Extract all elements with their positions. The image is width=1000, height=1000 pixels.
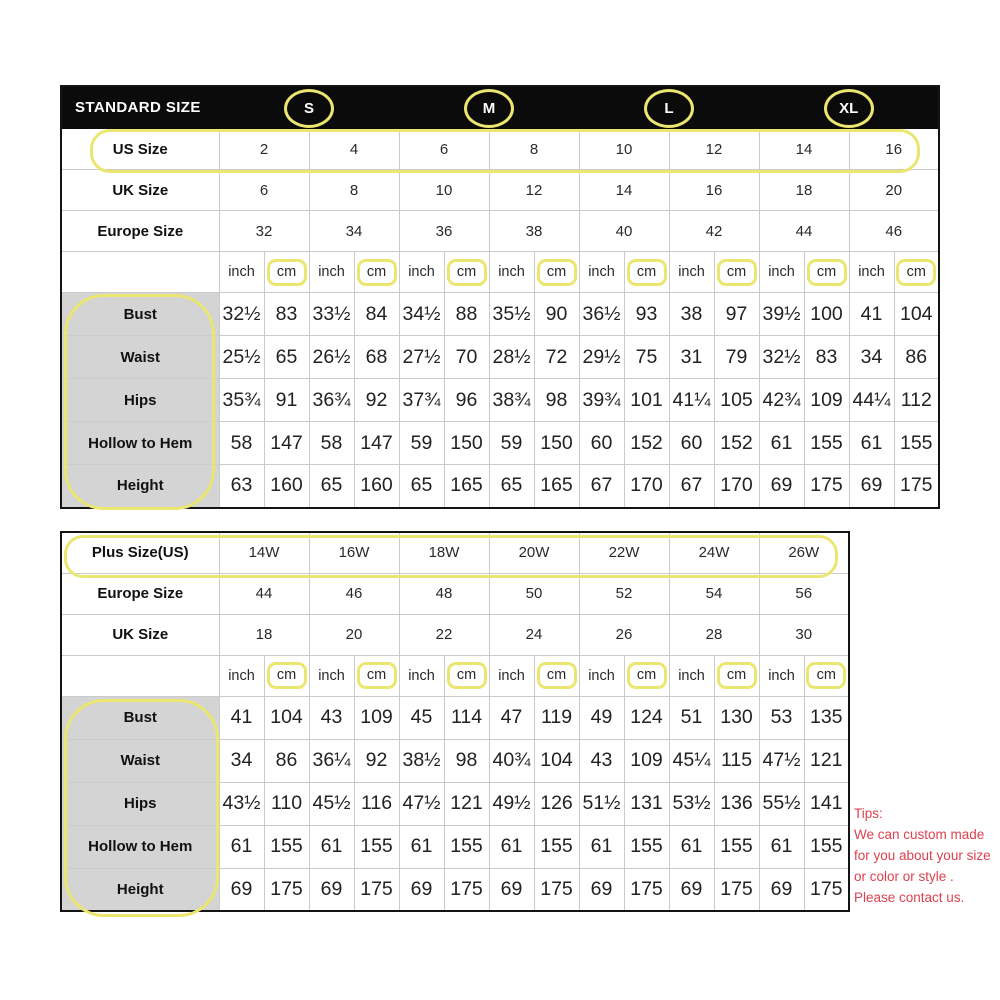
measure-value-cell: 34	[849, 336, 894, 379]
measure-value-cell: 170	[624, 465, 669, 508]
measure-value-cell: 175	[264, 868, 309, 911]
measure-value-cell: 86	[894, 336, 939, 379]
measure-value-cell: 131	[624, 782, 669, 825]
size-table-row	[61, 129, 939, 170]
measure-value-cell: 60	[579, 422, 624, 465]
cm-unit-cell	[894, 252, 939, 293]
measure-value-cell: 155	[894, 422, 939, 465]
inch-unit-cell: inch	[849, 252, 894, 293]
measure-value-cell: 175	[804, 868, 849, 911]
measure-value-cell: 155	[444, 825, 489, 868]
cm-highlight-box: cm	[357, 662, 397, 689]
measure-value-cell: 35½	[489, 293, 534, 336]
measure-value-cell: 119	[534, 696, 579, 739]
measure-value-cell: 101	[624, 379, 669, 422]
size-table-row	[61, 614, 849, 655]
measure-value-cell: 51	[669, 696, 714, 739]
measure-value-cell: 88	[444, 293, 489, 336]
measure-value-cell: 59	[489, 422, 534, 465]
inch-unit-cell: inch	[579, 252, 624, 293]
measure-value-cell: 36½	[579, 293, 624, 336]
standard-table-header	[61, 86, 939, 129]
measure-value-cell: 155	[264, 825, 309, 868]
measure-value-cell: 45½	[309, 782, 354, 825]
size-badge-xl-circled: XL	[824, 89, 874, 128]
size-value-cell: 18	[219, 614, 309, 655]
measure-value-cell: 43½	[219, 782, 264, 825]
plus-size-table	[60, 531, 850, 912]
cm-unit-cell	[624, 252, 669, 293]
cm-highlight-box: cm	[627, 259, 667, 286]
cm-unit-cell	[444, 252, 489, 293]
size-value-cell: 16	[669, 170, 759, 211]
measure-value-cell: 141	[804, 782, 849, 825]
size-value-cell: 8	[309, 170, 399, 211]
size-value-cell: 18	[759, 170, 849, 211]
row-label: Bust	[61, 293, 219, 336]
tips-line: or color or style .	[854, 869, 954, 884]
measure-table-row	[61, 336, 939, 379]
measure-value-cell: 34	[219, 739, 264, 782]
measure-value-cell: 69	[849, 465, 894, 508]
measure-table-row	[61, 868, 849, 911]
measure-table-row	[61, 422, 939, 465]
measure-value-cell: 170	[714, 465, 759, 508]
measure-value-cell: 26½	[309, 336, 354, 379]
standard-table-title: STANDARD SIZE	[61, 86, 219, 129]
measure-value-cell: 70	[444, 336, 489, 379]
measure-value-cell: 35¾	[219, 379, 264, 422]
measure-value-cell: 67	[669, 465, 714, 508]
size-table-row	[61, 573, 849, 614]
size-value-cell: 44	[219, 573, 309, 614]
size-value-cell: 36	[399, 211, 489, 252]
cm-unit-cell	[534, 252, 579, 293]
measure-value-cell: 152	[624, 422, 669, 465]
cm-unit-cell	[624, 655, 669, 696]
size-value-cell: 14W	[219, 532, 309, 573]
size-value-cell: 12	[669, 129, 759, 170]
size-value-cell: 14	[759, 129, 849, 170]
measure-value-cell: 27½	[399, 336, 444, 379]
measure-value-cell: 92	[354, 379, 399, 422]
row-label: Bust	[61, 696, 219, 739]
cm-highlight-box: cm	[717, 259, 757, 286]
cm-highlight-box: cm	[267, 662, 307, 689]
measure-value-cell: 43	[309, 696, 354, 739]
size-value-cell: 8	[489, 129, 579, 170]
cm-unit-cell	[714, 655, 759, 696]
measure-value-cell: 115	[714, 739, 759, 782]
measure-value-cell: 38	[669, 293, 714, 336]
size-value-cell: 24W	[669, 532, 759, 573]
measure-value-cell: 47	[489, 696, 534, 739]
row-label: Hollow to Hem	[61, 825, 219, 868]
measure-value-cell: 155	[804, 422, 849, 465]
cm-unit-cell	[714, 252, 759, 293]
measure-value-cell: 61	[759, 825, 804, 868]
measure-value-cell: 104	[894, 293, 939, 336]
inch-unit-cell: inch	[489, 252, 534, 293]
measure-value-cell: 65	[309, 465, 354, 508]
cm-unit-cell	[354, 252, 399, 293]
measure-value-cell: 41	[219, 696, 264, 739]
size-value-cell: 34	[309, 211, 399, 252]
measure-value-cell: 65	[264, 336, 309, 379]
row-label	[61, 655, 219, 696]
measure-value-cell: 69	[669, 868, 714, 911]
measure-table-row	[61, 739, 849, 782]
measure-value-cell: 130	[714, 696, 759, 739]
row-label: Hollow to Hem	[61, 422, 219, 465]
size-value-cell: 4	[309, 129, 399, 170]
measure-value-cell: 83	[804, 336, 849, 379]
measure-table-row	[61, 465, 939, 508]
measure-value-cell: 121	[444, 782, 489, 825]
cm-highlight-box: cm	[357, 259, 397, 286]
inch-unit-cell: inch	[759, 252, 804, 293]
measure-value-cell: 55½	[759, 782, 804, 825]
cm-highlight-box: cm	[627, 662, 667, 689]
inch-unit-cell: inch	[759, 655, 804, 696]
row-label: Hips	[61, 379, 219, 422]
measure-value-cell: 97	[714, 293, 759, 336]
measure-value-cell: 58	[219, 422, 264, 465]
row-label: US Size	[61, 129, 219, 170]
measure-value-cell: 135	[804, 696, 849, 739]
measure-value-cell: 69	[399, 868, 444, 911]
measure-value-cell: 104	[264, 696, 309, 739]
inch-unit-cell: inch	[669, 655, 714, 696]
measure-value-cell: 124	[624, 696, 669, 739]
measure-value-cell: 33½	[309, 293, 354, 336]
size-value-cell: 28	[669, 614, 759, 655]
cm-highlight-box: cm	[806, 662, 846, 689]
measure-value-cell: 147	[264, 422, 309, 465]
measure-value-cell: 61	[849, 422, 894, 465]
custom-made-tips-note	[854, 803, 1000, 908]
measure-value-cell: 53	[759, 696, 804, 739]
size-badge-m-circled: M	[464, 89, 514, 128]
measure-value-cell: 165	[444, 465, 489, 508]
measure-value-cell: 147	[354, 422, 399, 465]
measure-value-cell: 69	[489, 868, 534, 911]
measure-value-cell: 41	[849, 293, 894, 336]
measure-value-cell: 155	[354, 825, 399, 868]
tips-line: We can custom made	[854, 827, 985, 842]
measure-value-cell: 155	[804, 825, 849, 868]
measure-value-cell: 114	[444, 696, 489, 739]
standard-table-body	[61, 129, 939, 508]
cm-unit-cell	[804, 655, 849, 696]
row-label: Height	[61, 868, 219, 911]
measure-value-cell: 36¾	[309, 379, 354, 422]
measure-value-cell: 150	[534, 422, 579, 465]
cm-unit-cell	[354, 655, 399, 696]
measure-value-cell: 175	[354, 868, 399, 911]
measure-value-cell: 109	[354, 696, 399, 739]
measure-value-cell: 96	[444, 379, 489, 422]
measure-value-cell: 112	[894, 379, 939, 422]
cm-highlight-box: cm	[807, 259, 847, 286]
measure-table-row	[61, 293, 939, 336]
measure-value-cell: 160	[354, 465, 399, 508]
cm-unit-cell	[264, 655, 309, 696]
size-value-cell: 12	[489, 170, 579, 211]
measure-value-cell: 84	[354, 293, 399, 336]
measure-value-cell: 31	[669, 336, 714, 379]
measure-value-cell: 136	[714, 782, 759, 825]
measure-value-cell: 69	[309, 868, 354, 911]
size-value-cell: 20W	[489, 532, 579, 573]
cm-unit-cell	[804, 252, 849, 293]
size-value-cell: 20	[309, 614, 399, 655]
row-label: Europe Size	[61, 211, 219, 252]
measure-value-cell: 86	[264, 739, 309, 782]
measure-value-cell: 41¼	[669, 379, 714, 422]
size-value-cell: 32	[219, 211, 309, 252]
size-value-cell: 38	[489, 211, 579, 252]
measure-value-cell: 49	[579, 696, 624, 739]
measure-value-cell: 61	[309, 825, 354, 868]
cm-highlight-box: cm	[717, 662, 757, 689]
measure-value-cell: 72	[534, 336, 579, 379]
measure-value-cell: 100	[804, 293, 849, 336]
inch-unit-cell: inch	[219, 252, 264, 293]
measure-value-cell: 91	[264, 379, 309, 422]
measure-value-cell: 69	[219, 868, 264, 911]
measure-value-cell: 175	[624, 868, 669, 911]
size-table-row	[61, 170, 939, 211]
size-table-row	[61, 532, 849, 573]
measure-value-cell: 60	[669, 422, 714, 465]
measure-value-cell: 109	[624, 739, 669, 782]
measure-value-cell: 43	[579, 739, 624, 782]
measure-value-cell: 51½	[579, 782, 624, 825]
size-column-l	[579, 86, 759, 129]
measure-value-cell: 83	[264, 293, 309, 336]
plus-table-body	[61, 532, 849, 911]
measure-value-cell: 155	[714, 825, 759, 868]
measure-value-cell: 75	[624, 336, 669, 379]
size-value-cell: 20	[849, 170, 939, 211]
measure-table-row	[61, 825, 849, 868]
cm-unit-cell	[264, 252, 309, 293]
size-value-cell: 22	[399, 614, 489, 655]
size-value-cell: 26W	[759, 532, 849, 573]
measure-value-cell: 155	[624, 825, 669, 868]
size-value-cell: 44	[759, 211, 849, 252]
cm-unit-cell	[444, 655, 489, 696]
measure-value-cell: 98	[534, 379, 579, 422]
row-label: UK Size	[61, 170, 219, 211]
measure-value-cell: 175	[804, 465, 849, 508]
size-value-cell: 42	[669, 211, 759, 252]
measure-value-cell: 175	[534, 868, 579, 911]
measure-table-row	[61, 696, 849, 739]
measure-value-cell: 175	[894, 465, 939, 508]
measure-value-cell: 67	[579, 465, 624, 508]
measure-value-cell: 65	[399, 465, 444, 508]
inch-unit-cell: inch	[489, 655, 534, 696]
measure-value-cell: 38½	[399, 739, 444, 782]
measure-value-cell: 39¾	[579, 379, 624, 422]
measure-value-cell: 61	[399, 825, 444, 868]
measure-value-cell: 65	[489, 465, 534, 508]
measure-value-cell: 160	[264, 465, 309, 508]
measure-value-cell: 63	[219, 465, 264, 508]
inch-unit-cell: inch	[309, 252, 354, 293]
measure-value-cell: 121	[804, 739, 849, 782]
size-column-m	[399, 86, 579, 129]
cm-unit-cell	[534, 655, 579, 696]
measure-value-cell: 69	[579, 868, 624, 911]
measure-value-cell: 69	[759, 465, 804, 508]
measure-value-cell: 92	[354, 739, 399, 782]
size-value-cell: 6	[399, 129, 489, 170]
unit-row	[61, 252, 939, 293]
measure-value-cell: 61	[759, 422, 804, 465]
cm-highlight-box: cm	[896, 259, 936, 286]
size-value-cell: 56	[759, 573, 849, 614]
size-value-cell: 52	[579, 573, 669, 614]
measure-value-cell: 47½	[399, 782, 444, 825]
measure-value-cell: 61	[579, 825, 624, 868]
cm-highlight-box: cm	[537, 662, 577, 689]
tips-line: for you about your size	[854, 848, 991, 863]
size-value-cell: 40	[579, 211, 669, 252]
measure-value-cell: 93	[624, 293, 669, 336]
row-label: Waist	[61, 739, 219, 782]
inch-unit-cell: inch	[399, 655, 444, 696]
measure-value-cell: 37¾	[399, 379, 444, 422]
size-value-cell: 14	[579, 170, 669, 211]
cm-highlight-box: cm	[447, 662, 487, 689]
measure-value-cell: 175	[714, 868, 759, 911]
inch-unit-cell: inch	[669, 252, 714, 293]
measure-value-cell: 61	[219, 825, 264, 868]
measure-table-row	[61, 782, 849, 825]
row-label: Height	[61, 465, 219, 508]
measure-value-cell: 45¼	[669, 739, 714, 782]
row-label: UK Size	[61, 614, 219, 655]
cm-highlight-box: cm	[537, 259, 577, 286]
size-value-cell: 54	[669, 573, 759, 614]
measure-value-cell: 150	[444, 422, 489, 465]
inch-unit-cell: inch	[309, 655, 354, 696]
measure-value-cell: 165	[534, 465, 579, 508]
measure-value-cell: 34½	[399, 293, 444, 336]
measure-value-cell: 25½	[219, 336, 264, 379]
measure-value-cell: 68	[354, 336, 399, 379]
measure-value-cell: 126	[534, 782, 579, 825]
measure-value-cell: 28½	[489, 336, 534, 379]
size-value-cell: 2	[219, 129, 309, 170]
size-badge-l-circled: L	[644, 89, 694, 128]
measure-value-cell: 39½	[759, 293, 804, 336]
size-value-cell: 16W	[309, 532, 399, 573]
measure-value-cell: 59	[399, 422, 444, 465]
size-column-xl	[759, 86, 939, 129]
size-value-cell: 24	[489, 614, 579, 655]
size-value-cell: 18W	[399, 532, 489, 573]
size-table-row	[61, 211, 939, 252]
measure-table-row	[61, 379, 939, 422]
size-value-cell: 10	[399, 170, 489, 211]
measure-value-cell: 109	[804, 379, 849, 422]
size-value-cell: 48	[399, 573, 489, 614]
measure-value-cell: 44¼	[849, 379, 894, 422]
measure-value-cell: 116	[354, 782, 399, 825]
measure-value-cell: 110	[264, 782, 309, 825]
size-value-cell: 6	[219, 170, 309, 211]
measure-value-cell: 36¼	[309, 739, 354, 782]
measure-value-cell: 61	[669, 825, 714, 868]
inch-unit-cell: inch	[579, 655, 624, 696]
size-value-cell: 16	[849, 129, 939, 170]
measure-value-cell: 79	[714, 336, 759, 379]
size-value-cell: 22W	[579, 532, 669, 573]
measure-value-cell: 104	[534, 739, 579, 782]
size-badge-s-circled: S	[284, 89, 334, 128]
measure-value-cell: 98	[444, 739, 489, 782]
row-label: Hips	[61, 782, 219, 825]
size-column-s	[219, 86, 399, 129]
inch-unit-cell: inch	[219, 655, 264, 696]
measure-value-cell: 32½	[759, 336, 804, 379]
row-label	[61, 252, 219, 293]
row-label: Europe Size	[61, 573, 219, 614]
standard-size-table	[60, 85, 940, 509]
measure-value-cell: 175	[444, 868, 489, 911]
measure-value-cell: 58	[309, 422, 354, 465]
measure-value-cell: 152	[714, 422, 759, 465]
cm-highlight-box: cm	[447, 259, 487, 286]
measure-value-cell: 105	[714, 379, 759, 422]
measure-value-cell: 47½	[759, 739, 804, 782]
size-value-cell: 46	[849, 211, 939, 252]
inch-unit-cell: inch	[399, 252, 444, 293]
measure-value-cell: 61	[489, 825, 534, 868]
measure-value-cell: 42¾	[759, 379, 804, 422]
tips-title: Tips:	[854, 806, 883, 821]
measure-value-cell: 90	[534, 293, 579, 336]
row-label: Plus Size(US)	[61, 532, 219, 573]
measure-value-cell: 49½	[489, 782, 534, 825]
size-value-cell: 30	[759, 614, 849, 655]
row-label: Waist	[61, 336, 219, 379]
measure-value-cell: 38¾	[489, 379, 534, 422]
size-value-cell: 46	[309, 573, 399, 614]
unit-row	[61, 655, 849, 696]
measure-value-cell: 45	[399, 696, 444, 739]
tips-line: Please contact us.	[854, 890, 965, 905]
measure-value-cell: 40¾	[489, 739, 534, 782]
size-value-cell: 26	[579, 614, 669, 655]
size-value-cell: 10	[579, 129, 669, 170]
measure-value-cell: 69	[759, 868, 804, 911]
cm-highlight-box: cm	[267, 259, 307, 286]
measure-value-cell: 32½	[219, 293, 264, 336]
size-value-cell: 50	[489, 573, 579, 614]
measure-value-cell: 155	[534, 825, 579, 868]
measure-value-cell: 53½	[669, 782, 714, 825]
measure-value-cell: 29½	[579, 336, 624, 379]
